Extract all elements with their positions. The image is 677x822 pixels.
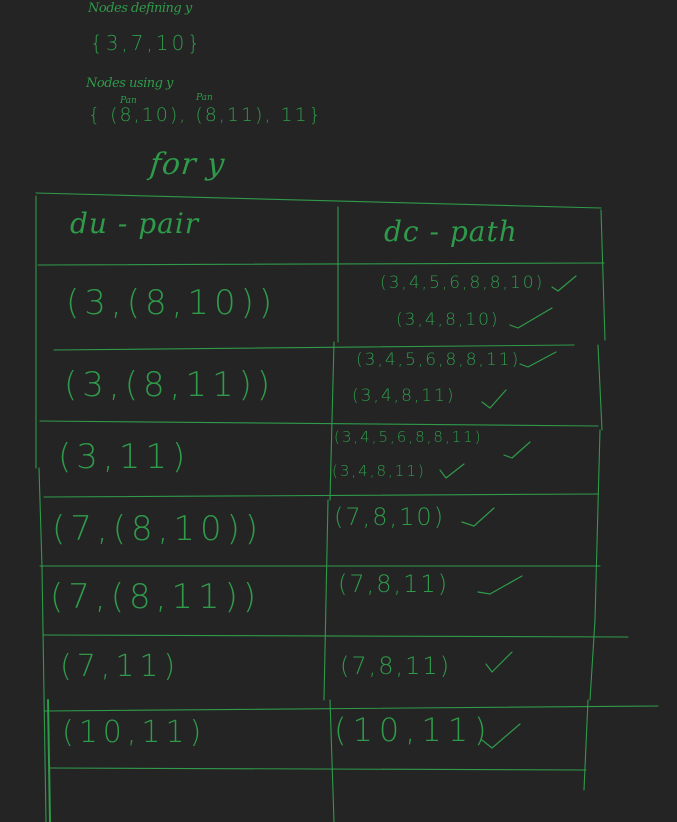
section-title: for y: [148, 147, 227, 182]
du-pair-cell: (3,11): [58, 437, 191, 477]
dc-path-cell: (10,11): [334, 711, 493, 749]
check-icon: [462, 508, 494, 526]
dc-path-cell: (7,8,11): [338, 570, 450, 598]
du-pair-cell: (7,(8,10)): [52, 509, 264, 549]
defining-nodes-title: Nodes defining y: [88, 1, 192, 16]
dc-path-header: dc - path: [384, 215, 518, 248]
using-annotation-2: Pan: [196, 93, 213, 103]
dc-path-cell: (3,4,5,6,8,8,11): [356, 350, 521, 370]
check-icon: [482, 724, 520, 748]
using-nodes-title: Nodes using y: [86, 76, 173, 91]
dc-path-cell: (3,4,8,11): [352, 386, 456, 406]
using-nodes-set: { (8,10), (8,11), 11}: [88, 104, 323, 126]
du-pair-cell: (10,11): [62, 715, 207, 750]
check-icon: [520, 352, 556, 367]
dc-path-cell: (7,8,11): [340, 652, 452, 680]
check-icon: [440, 464, 464, 478]
check-icon: [504, 442, 530, 458]
check-icon: [552, 276, 576, 291]
du-pair-cell: (3,(8,11)): [64, 365, 276, 405]
dc-path-cell: (3,4,8,11): [332, 462, 426, 480]
dc-path-cell: (3,4,5,6,8,8,10): [380, 273, 545, 293]
check-icon: [486, 652, 512, 672]
du-pair-header: du - pair: [70, 207, 200, 240]
dc-path-cell: (3,4,8,10): [396, 310, 500, 330]
dc-path-cell: (3,4,5,6,8,8,11): [334, 428, 483, 446]
check-icon: [482, 390, 506, 408]
using-annotation-1: Pan: [120, 96, 137, 106]
check-icon: [510, 308, 552, 328]
check-icon: [478, 576, 522, 594]
du-pair-cell: (7,11): [60, 649, 181, 684]
defining-nodes-set: {3,7,10}: [90, 31, 204, 55]
du-pair-cell: (7,(8,11)): [50, 577, 262, 617]
du-pair-cell: (3,(8,10)): [66, 283, 278, 323]
dc-path-cell: (7,8,10): [334, 503, 446, 531]
